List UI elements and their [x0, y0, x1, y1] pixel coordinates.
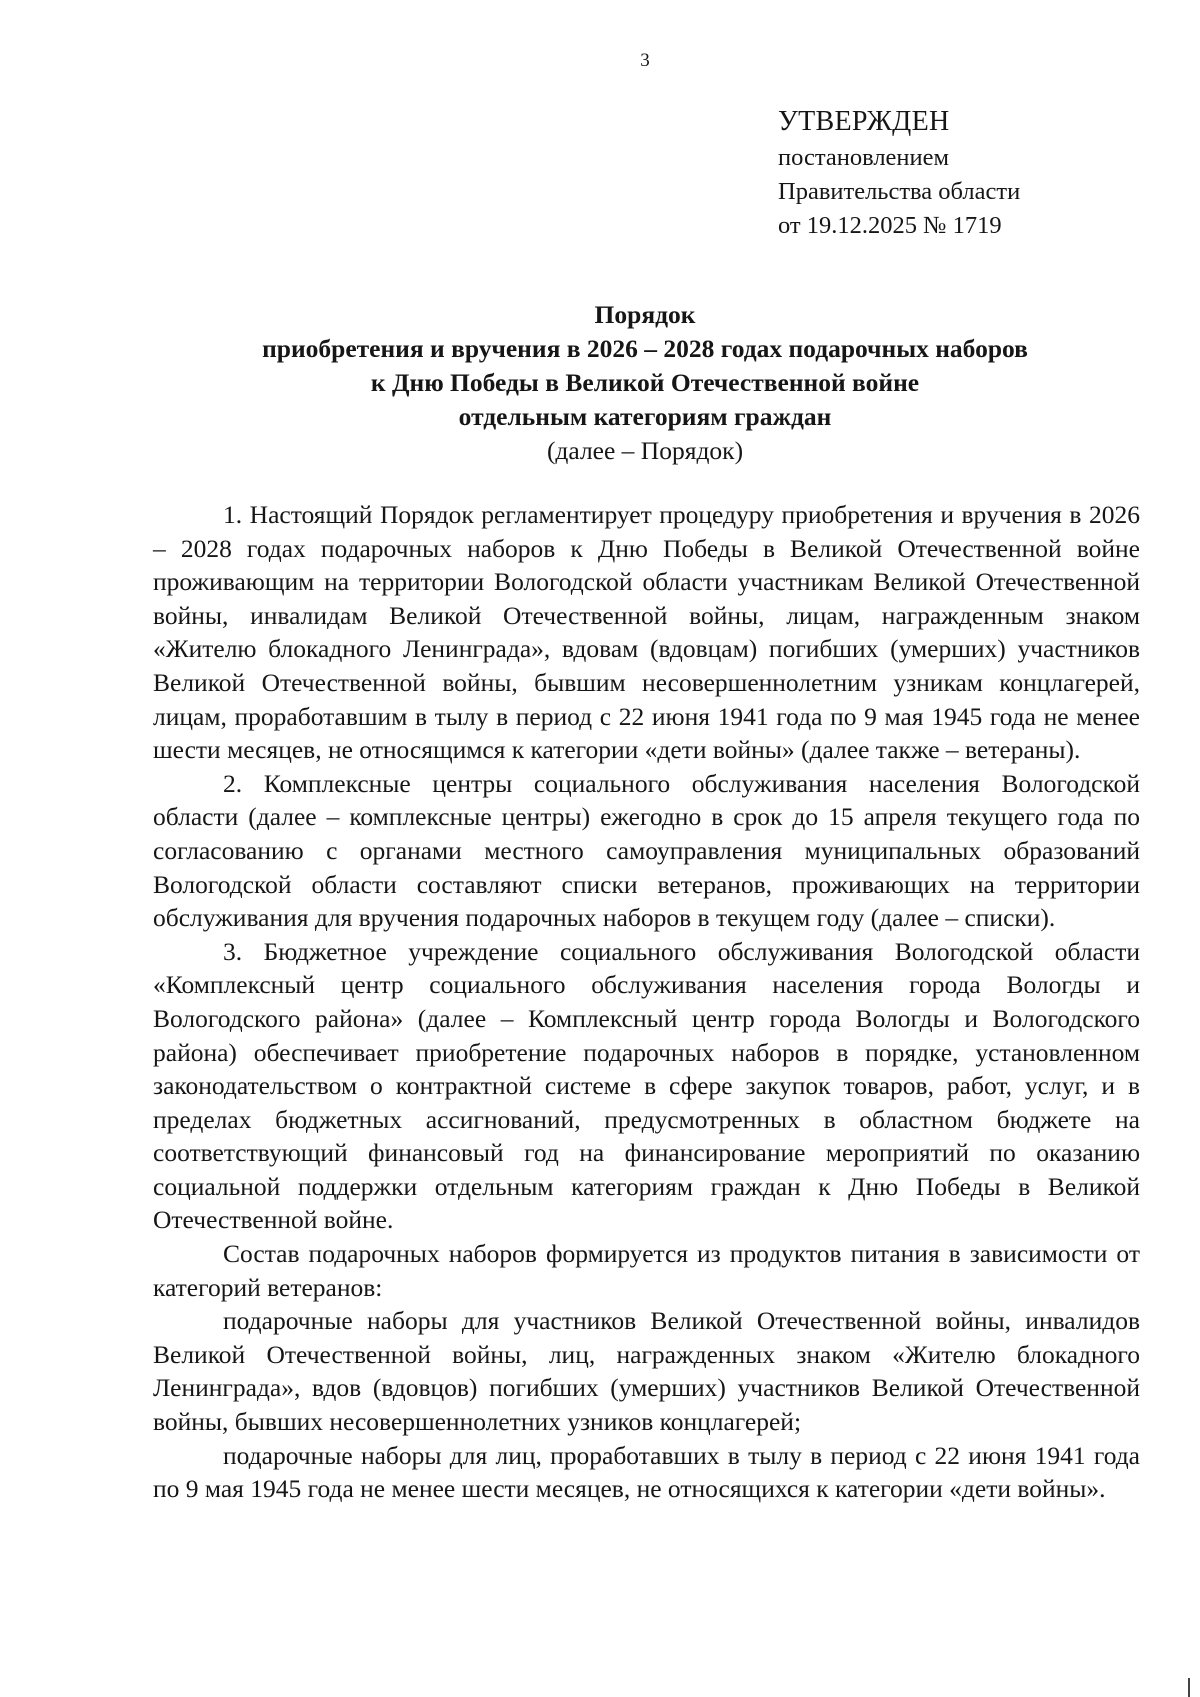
heading-line-3: отдельным категориям граждан — [458, 402, 832, 431]
heading-title: Порядок — [594, 300, 696, 329]
paragraph-2: 2. Комплексные центры социального обслуживания населения Вологодской области (далее – комплексные центры) ежегодно в срок до 15 апреля текущего года по согласованию с органами местного самоуправления муниципальных образований Вологодской области составляют списки ветеранов, проживающих на территории обслуживания для вручения подарочных наборов в текущем году (далее – списки). — [153, 768, 1140, 933]
approval-title: УТВЕРЖДЕН — [778, 106, 950, 137]
list-item-home-front: подарочные наборы для лиц, проработавших в тылу в период с 22 июня 1941 года по 9 мая 1945 года не менее шести месяцев, не относящихся к категории «дети войны». — [153, 1440, 1140, 1504]
scan-edge-mark — [1188, 1678, 1190, 1697]
heading-line-1: приобретения и вручения в 2026 – 2028 годах подарочных наборов — [262, 334, 1028, 363]
list-item-veterans: подарочные наборы для участников Великой Отечественной войны, инвалидов Великой Отечественной войны, лиц, награжденных знаком «Жителю блокадного Ленинграда», вдов (вдовцов) погибших (умерших) участников Великой Отечественной войны, бывших несовершеннолетних узников концлагерей; — [153, 1306, 1140, 1437]
document-heading — [110, 298, 1180, 468]
document-body — [153, 498, 1140, 1506]
approval-line-3: от 19.12.2025 № 1719 — [778, 212, 1002, 239]
approval-line-1: постановлением — [778, 144, 950, 171]
approval-line-2: Правительства области — [778, 178, 1021, 205]
heading-note: (далее – Порядок) — [546, 436, 744, 465]
paragraph-3: 3. Бюджетное учреждение социального обслуживания Вологодской области «Комплексный центр социального обслуживания населения города Вологды и Вологодского района» (далее – Комплексный центр города Вологды и Вологодского района) обеспечивает приобретение подарочных наборов в порядке, установленном законодательством о контрактной системе в сфере закупок товаров, работ, услуг, и в пределах бюджетных ассигнований, предусмотренных в областном бюджете на соответствующий финансовый год на финансирование мероприятий по оказанию социальной поддержки отдельным категориям граждан к Дню Победы в Великой Отечественной войне. — [153, 936, 1140, 1235]
approval-block — [778, 103, 1138, 243]
heading-line-2: к Дню Победы в Великой Отечественной войне — [370, 368, 920, 397]
paragraph-composition: Состав подарочных наборов формируется из продуктов питания в зависимости от категорий ветеранов: — [153, 1239, 1140, 1302]
page-number: 3 — [640, 50, 650, 71]
paragraph-1: 1. Настоящий Порядок регламентирует процедуру приобретения и вручения в 2026 – 2028 годах подарочных наборов к Дню Победы в Великой Отечественной войне проживающим на территории Вологодской области участникам Великой Отечественной войны, инвалидам Великой Отечественной войны, лицам, награжденным знаком «Жителю блокадного Ленинграда», вдовам (вдовцам) погибших (умерших) участников Великой Отечественной войны, бывшим несовершеннолетним узникам концлагерей, лицам, проработавшим в тылу в период с 22 июня 1941 года по 9 мая 1945 года не менее шести месяцев, не относящимся к категории «дети войны» (далее также – ветераны). — [153, 500, 1140, 765]
